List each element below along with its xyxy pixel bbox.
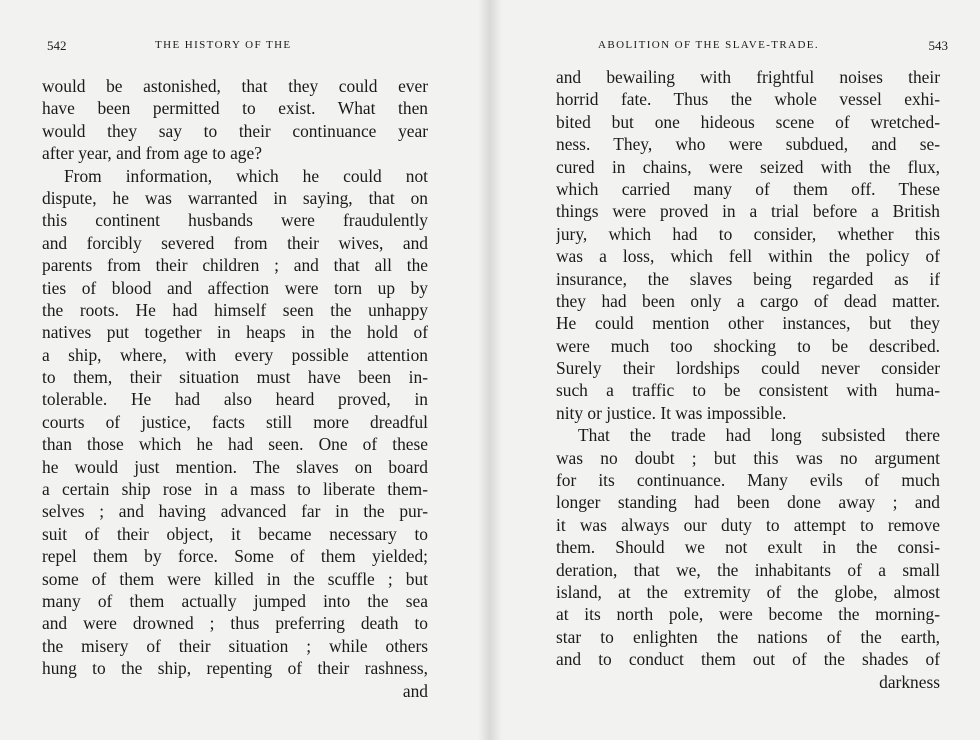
text-line: would be astonished, that they could ever — [42, 76, 428, 96]
text-line: this continent husbands were fraudulently — [42, 210, 428, 231]
text-line: bited but one hideous scene of wretched- — [556, 111, 940, 132]
text-line: longer standing had been done away ; and — [556, 492, 940, 513]
text-line: repel them by force. Some of them yielded; — [42, 546, 428, 567]
text-line: dispute, he was warranted in saying, that on — [42, 187, 428, 208]
text-line: have been permitted to exist. What then — [42, 98, 428, 119]
text-line: He could mention other instances, but they — [556, 313, 940, 334]
text-line: them. Should we not exult in the consi- — [556, 537, 940, 558]
text-line: at its north pole, were become the morning- — [556, 604, 940, 625]
text-line: it was always our duty to attempt to remove — [556, 514, 940, 535]
text-line: That the trade had long subsisted there — [578, 425, 940, 446]
left-running-head: THE HISTORY OF THE — [155, 39, 292, 51]
text-line: suit of their object, it became necessary to — [42, 523, 428, 544]
text-line: insurance, the slaves being regarded as if — [556, 268, 940, 289]
text-line: the roots. He had himself seen the unhappy — [42, 299, 428, 320]
right-body-text — [556, 66, 940, 693]
text-line: would they say to their continuance year — [42, 120, 428, 141]
text-line: he would just mention. The slaves on board — [42, 456, 428, 477]
text-line: a certain ship rose in a mass to liberate them- — [42, 479, 428, 500]
right-running-header — [598, 38, 948, 56]
catchword: darkness — [879, 671, 940, 692]
text-line: and bewailing with frightful noises their — [556, 67, 940, 87]
right-page — [490, 0, 980, 740]
text-line: and were drowned ; thus preferring death to — [42, 613, 428, 634]
text-line: parents from their children ; and that all the — [42, 255, 428, 276]
text-line: they had been only a cargo of dead matter. — [556, 290, 940, 311]
text-line: such a traffic to be consistent with huma- — [556, 380, 940, 401]
text-line: the misery of their situation ; while others — [42, 635, 428, 656]
text-line: star to enlighten the nations of the earth, — [556, 626, 940, 647]
text-line: to them, their situation must have been in- — [42, 367, 428, 388]
text-line: nity or justice. It was impossible. — [556, 402, 787, 423]
text-line: Surely their lordships could never consider — [556, 358, 940, 379]
text-line: and to conduct them out of the shades of — [556, 649, 940, 670]
text-line: than those which he had seen. One of these — [42, 434, 428, 455]
text-line: things were proved in a trial before a British — [556, 201, 940, 222]
text-line: ness. They, who were subdued, and se- — [556, 134, 940, 155]
text-line: selves ; and having advanced far in the pur- — [42, 501, 428, 522]
text-line: cured in chains, were seized with the flux, — [556, 156, 940, 177]
text-line: horrid fate. Thus the whole vessel exhi- — [556, 89, 940, 110]
text-line: many of them actually jumped into the sea — [42, 590, 428, 611]
text-line: ties of blood and affection were torn up by — [42, 277, 428, 298]
text-line: a ship, where, with every possible attention — [42, 344, 428, 365]
text-line: for its continuance. Many evils of much — [556, 470, 940, 491]
text-line: which carried many of them off. These — [556, 178, 940, 199]
left-body-text — [42, 75, 428, 702]
right-running-head: ABOLITION OF THE SLAVE-TRADE. — [598, 39, 820, 51]
text-line: was no doubt ; but this was no argument — [556, 447, 940, 468]
text-line: was a loss, which fell within the policy of — [556, 246, 940, 267]
text-line: island, at the extremity of the globe, almost — [556, 581, 940, 602]
catchword: and — [402, 680, 428, 701]
text-line: hung to the ship, repenting of their rashness, — [42, 658, 428, 679]
text-line: deration, that we, the inhabitants of a small — [556, 559, 940, 580]
text-line: after year, and from age to age? — [42, 143, 262, 164]
text-line: and forcibly severed from their wives, and — [42, 232, 428, 253]
left-page-number: 542 — [47, 38, 67, 53]
text-line: were much too shocking to be described. — [556, 335, 940, 356]
text-line: natives put together in heaps in the hold of — [42, 322, 428, 343]
text-line: courts of justice, facts still more dreadful — [42, 411, 428, 432]
left-running-header — [47, 38, 427, 56]
right-page-number: 543 — [928, 38, 948, 53]
text-line: some of them were killed in the scuffle ; but — [42, 568, 428, 589]
text-line: tolerable. He had also heard proved, in — [42, 389, 428, 410]
text-line: jury, which had to consider, whether this — [556, 223, 940, 244]
text-line: From information, which he could not — [64, 165, 428, 186]
